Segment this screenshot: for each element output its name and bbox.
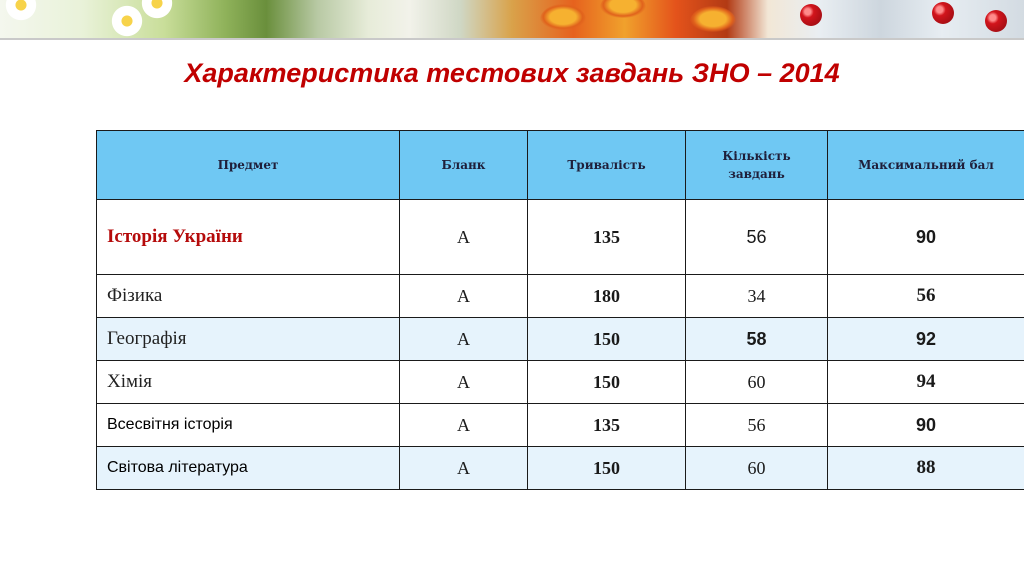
max-score-cell: 88: [828, 447, 1024, 490]
table-row: [97, 318, 1024, 361]
red-berry-image: [800, 4, 822, 26]
max-score-cell: 94: [828, 361, 1024, 404]
daisy-flower-image: [4, 0, 38, 22]
autumn-leaf-image: [540, 4, 586, 30]
subject-cell: Всесвітня історія: [97, 404, 400, 447]
tasks-cell: 56: [686, 404, 828, 447]
table-row: [97, 200, 1024, 275]
table-header-row: [97, 131, 1024, 200]
autumn-leaf-image: [600, 0, 646, 18]
form-cell: А: [400, 200, 528, 275]
duration-cell: 180: [528, 275, 686, 318]
column-header-form: Бланк: [400, 131, 528, 200]
column-header-tasks-line1: Кількість: [722, 149, 791, 163]
duration-cell: 135: [528, 404, 686, 447]
table-row: [97, 447, 1024, 490]
table-row: [97, 404, 1024, 447]
column-header-subject: Предмет: [97, 131, 400, 200]
table-row: [97, 361, 1024, 404]
duration-cell: 150: [528, 318, 686, 361]
subject-cell: Фізика: [97, 275, 400, 318]
subject-cell: Хімія: [97, 361, 400, 404]
subject-cell: Світова література: [97, 447, 400, 490]
banner-divider: [0, 38, 1024, 40]
max-score-cell: 90: [828, 404, 1024, 447]
red-berry-image: [985, 10, 1007, 32]
duration-cell: 150: [528, 361, 686, 404]
column-header-tasks: [686, 131, 828, 200]
column-header-max-score: Максимальний бал: [828, 131, 1024, 200]
column-header-duration: Тривалість: [528, 131, 686, 200]
column-header-tasks-line2: завдань: [728, 167, 785, 181]
tasks-cell: 60: [686, 447, 828, 490]
daisy-flower-image: [140, 0, 174, 20]
max-score-cell: 92: [828, 318, 1024, 361]
tasks-cell: 56: [686, 200, 828, 275]
max-score-cell: 56: [828, 275, 1024, 318]
duration-cell: 135: [528, 200, 686, 275]
table-row: [97, 275, 1024, 318]
red-berry-image: [932, 2, 954, 24]
tasks-cell: 60: [686, 361, 828, 404]
max-score-cell: 90: [828, 200, 1024, 275]
form-cell: А: [400, 447, 528, 490]
autumn-leaf-image: [690, 6, 736, 32]
tasks-cell: 34: [686, 275, 828, 318]
daisy-flower-image: [110, 4, 144, 38]
form-cell: А: [400, 318, 528, 361]
decorative-banner: [0, 0, 1024, 38]
slide-title: Характеристика тестових завдань ЗНО – 2014: [184, 58, 840, 88]
tasks-cell: 58: [686, 318, 828, 361]
zno-tasks-table: [96, 130, 1024, 490]
subject-cell: Географія: [97, 318, 400, 361]
form-cell: А: [400, 275, 528, 318]
duration-cell: 150: [528, 447, 686, 490]
form-cell: А: [400, 404, 528, 447]
form-cell: А: [400, 361, 528, 404]
subject-cell: Історія України: [97, 200, 400, 275]
